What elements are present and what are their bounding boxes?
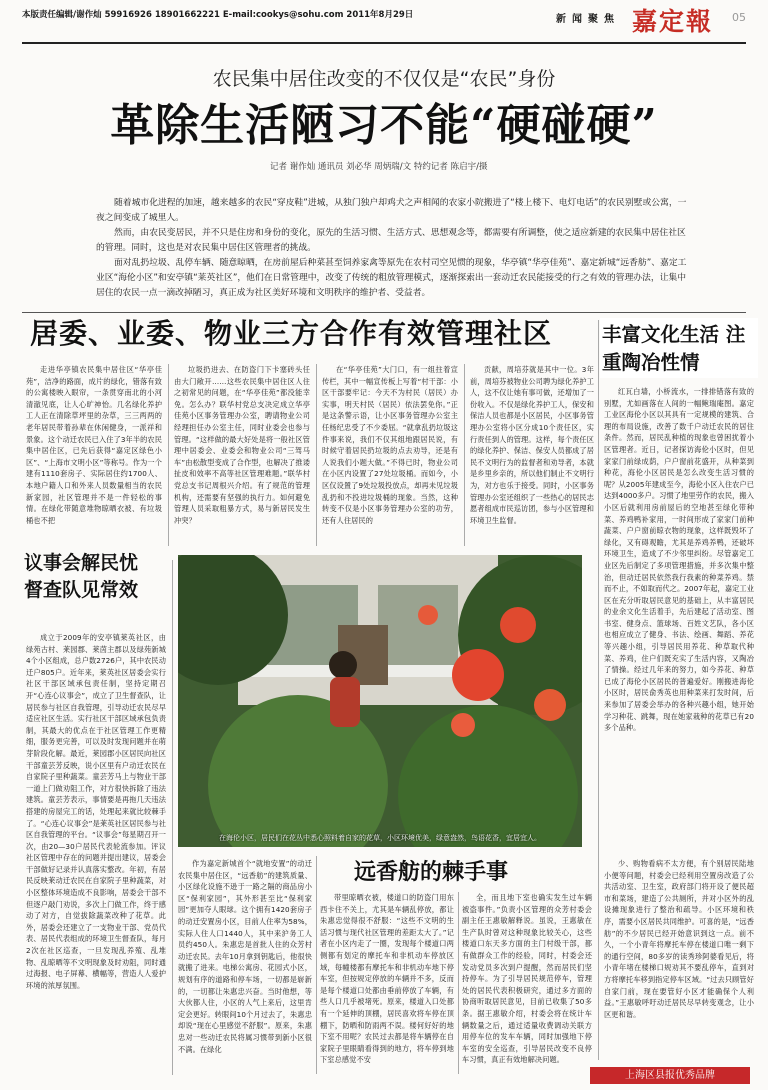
article-column xyxy=(470,364,594,544)
header-info: 本版责任编辑/谢作灿 59916926 18901662221 E-mail:cookys@sohu.com 2011年8月29日 xyxy=(22,10,414,20)
section-heading-culture: 丰富文化生活 注重陶冶性情 xyxy=(602,323,746,374)
column-divider xyxy=(464,364,465,546)
byline: 记者 谢作灿 通讯员 刘必华 周炳瑞/文 特约记者 陈启宇/摄 xyxy=(270,162,488,172)
article-column xyxy=(26,632,166,1074)
article-column xyxy=(320,892,454,1074)
section-heading-cooperation: 居委、业委、物业三方合作有效管理社区 xyxy=(30,317,553,350)
column-divider xyxy=(316,856,317,1074)
article-column xyxy=(174,364,310,544)
article-column xyxy=(178,858,312,1074)
column-text: 走进华亭镇农民集中居住区“华亭佳苑”，洁净的路面，成片的绿化，错落有致的公寓楼映入眼帘，一条贯穿南北的小河清澈见底，让人心旷神怡。几名绿化养护工人正在清除草坪里的杂草，三三两两的老年居民带着孙辈在休闲健身，一派祥和景象。这个动迁农民已入住了3年半的农民集中居住区，已先后获得“嘉定区绿色小区”、“上海市文明小区”等称号。作为一个建有1110套房子、实际居住约1700人、本地户籍人口和外来人员数量相当的农民新家园，社区管理并不是一件轻松的事情。在绿化带随意堆物晾晒衣被、有垃圾桶也不把 xyxy=(26,365,162,525)
main-headline: 革除生活陋习不能“硬碰硬” xyxy=(110,100,658,151)
column-text: 成立于2009年的安亭镇莱英社区，由绿苑古村、莱园郡、莱茵主郡以及绿苑新城4个小区组成，总户数2726户，其中农民动迁户805户。近年来，莱英社区居委会实行社区干部区域承包责任制，坚持定期召开“心连心议事会”，成立了卫生督查队，让居民参与社区自我管理，引导动迁农民尽早适应社区生活。实行社区干部区域承包负责制，其最大的优点在于社区管理工作更精细，服务更完善，可以及时发现问题并在萌芽阶段化解。最近，莱园郡小区居民向社区干部童芸芳反映，说小区里有户动迁农民在自家院子里种蔬菜。童芸芳马上与物业干部一道上门做劝阻工作，对方很快拆除了违法建筑。童芸芳表示，事情要是再拖几天违法搭建的房屋完工的话，处理起来就比较棘手了。“心连心议事会”是莱英社区居民参与社区自我管理的平台。“议事会”每星期召开一次，由20—30户居民代表轮流参加。评议社区管理中存在的问题并提出建议，居委会干部做好记录并认真落实整改。年初，有居民反映莱动迁农民在自家院子里种蔬菜，对小区整体环境造成不良影响，居委会干部不但逐户敲门劝说，多次上门做工作，终于感动了对方，自觉拔除蔬菜改种了花草。此外，居委会还建立了一支物业干部、党员代表、居民代表组成的环境卫生督查队，每月2次在社区巡查，一旦发现乱养殖、乱堆物、乱晾晒等不文明现象及时劝阻，同时通过海报、电子屏幕、横幅等，营造人人爱护环境的浓厚氛围。 xyxy=(26,633,166,990)
column-divider xyxy=(598,320,599,1060)
section-heading-yuanxiangfang: 远香舫的棘手事 xyxy=(354,860,509,885)
column-text: 全，而且地下室也确实发生过车辆被盗事件。”负责小区管理的众芳村委会副主任王惠敏解释说。虽说，王惠敏在生产队时曾对这种现象比较关心，这些楼道口东天多方面的主门村级干部，都有做群众工作的经验，同时，村委会还发动党员多次到户提醒，然而居民们坚持停车。为了引导居民规范停车，管理处的居民代表积极研究，通过多方面的协商听取居民意见，目前已收集了50多条。据王惠敏介绍，村委会将在统计车辆数量之后，通过适量收费调动关联方用停车位的发车车辆，同时加强地下停车室的安全巡查，引导居民改变不良停车习惯，真正有效地解决问题。 xyxy=(462,893,592,1065)
column-text: 红瓦白墙，小桥流水，一排排错落有致的别墅，尤如画落在人间的一幅鲍瑞庵图。嘉定工业区海伦小区以其具有一定规模的建筑、合理的布局设施，改善了数千户动迁农民的居住条件。然而，居民乱种植的现象也曾困扰着小区管理者。近日，记者探访海伦小区时，但见家家门前绿成荫，户户窗前花盛开，从种菜到种花，海伦小区居民是怎么改变生活习惯的呢？从2005年建成至今，海伦小区入住农户已达到4000多户。习惯了地里劳作的农民，搬入小区后就利用房前屋后的空地甚至绿化带种菜、养鸡鸭补家用，一时间形成了家家门前种蔬菜、户户窗前晾衣物的现象，这样既毁坏了绿化，又有碍观瞻，尤其是养鸡养鸭，还破坏环境卫生，造成了不少邻里纠纷。尽管嘉定工业区先后制定了多项管理措施，并多次集中整治，但动迁居民依然我行我素的种菜养鸡。禁而不止，不如取而代之。2007年起，嘉定工业区在充分听取居民意见的基础上，从丰富居民的业余文化生活着手，先后建起了活动室、图书室、健身点、篮球场、百姓文艺队，各小区也相应成立了健身、书法、绘画、舞蹈、养花等兴趣小组，引导居民用养花、种草取代种菜、养鸡，住户们既充实了生活内容，又陶冶了情操。经过几年来的努力，如今养花、种草已成了海伦小区居民的普遍爱好。刚搬进海伦小区时，居民俞秀英也用种菜来打发时间，后来参加了居委会举办的各种兴趣小组，她开始学习种花、跳舞，现在她家栽种的花草已有20多个品种。 xyxy=(604,387,754,733)
column-text: 带里晾晒衣被，楼道口的防盗门用东西卡住不关上，尤其是车辆乱停放，都让朱惠忠觉得很不舒服：“这些不文明的生活习惯与现代社区管理的差距太大了。”记者在小区内走了一圈，发现每个楼道口两侧都有划定的摩托车和非机动车停放区域，每幢楼都有摩托车和非机动车地下停车室，但按规定停放的车辆并不多，反而是每个楼道口处都由垂前停放了车辆，有些人口几乎被堵死。原来，楼道入口处都有一个延伸的顶棚，居民喜欢将车停在顶棚下，防晒和防雨两不误。楼何好好的地下室不用呢？农民过去都是将车辆停在自家院子里眼睛看得到的地方，将车停到地下室总感觉不安 xyxy=(320,893,454,1065)
page-number: 05 xyxy=(732,11,746,24)
intro-paragraph: 随着城市化进程的加速，越来越多的农民“穿皮鞋”进城，从独门独户却鸡犬之声相闻的农家小院搬进了“楼上楼下、电灯电话”的农民别墅或公寓，一夜之间变成了城里人。 xyxy=(96,198,687,223)
column-text: 垃圾扔进去、在防盗门下卡塞砖头任由大门敞开……这些农民集中居住区人住之初常见的问题，在“华亭佳苑”都没能幸免。怎么办？联华村党总支决定成立华亭佳苑小区事务管理办公室，聘请物业公司经理担任办公室主任，同时业委会也参与管理。“这样做的最大好处是将一般社区管理中居委会、业委会和物业公司“三驾马车”由松散型变成了合作型，也解决了推诿扯皮和效率不高等社区管理难题。”联华村党总支书记周根兴介绍。有了规范的管理机构，还需要有坚强的执行力。如何避免管理人员采取粗暴方式，易与新居民发生冲突？ xyxy=(174,365,310,525)
column-divider xyxy=(316,364,317,546)
column-text: 在“华亭佳苑”大门口，有一组拄着宣传栏，其中一幅宣传板上写着“村干部：小区干部要牢记：今天不为村民（居民）办实事，明天村民（居民）依法罢免你。”正是这条警示语，让小区事务管理办公室主任杨纪忠受了不少委屈。“就拿乱扔垃圾这件事来说，我们不仅其组地跟居民说，有时候守着居民扔垃圾的点去劝导，还是有人说我们小题大做。”不得已时，物业公司在小区内设置了27处垃圾桶。而如今，小区仅设置了9处垃圾投放点，却再未见垃圾乱扔和不投进垃圾桶的现象。当然，这种转变不仅是小区事务管理办公室的功劳，还有人住居民的 xyxy=(322,365,458,525)
article-column xyxy=(26,364,162,544)
intro-lead xyxy=(96,196,688,301)
photo-caption: 在海伦小区，居民们在花丛中悉心照料着自家的花草，小区环境优美，绿意盎然，鸟语花香，宜居宜人。 xyxy=(219,834,541,842)
article-column xyxy=(322,364,458,544)
header-divider xyxy=(22,42,746,44)
column-divider xyxy=(172,560,173,1075)
article-column xyxy=(604,858,754,1064)
sub-headline: 农民集中居住改变的不仅仅是“农民”身份 xyxy=(212,68,556,90)
article-photo xyxy=(178,555,582,847)
intro-paragraph: 面对乱扔垃圾、乱停车辆、随意晾晒，在房前屋后种菜甚至饲养家禽等原先在农村司空见惯的现象，华亭镇“华亭佳苑”、嘉定新城“远香舫”、嘉定工业区“海伦小区”和安亭镇“莱英社区”，他们在日常管理中，改变了传统的粗放管理模式，逐渐探索出一套动迁农民能接受的行之有效的管理办法，让集中居住的农民一点一滴改掉陋习，真正成为社区美好环境和文明秩序的维护者、受益者。 xyxy=(96,258,687,298)
intro-paragraph: 然而，由农民变居民，并不只是住房和身份的变化，原先的生活习惯、生活方式、思想观念等，都需要有所调整，使之适应新建的农民集中居住社区的管理。同时，这也是对农民集中居住区管理者的挑战。 xyxy=(96,228,686,253)
article-column xyxy=(604,386,754,848)
article-column xyxy=(462,892,592,1074)
newspaper-logo: 嘉定報 xyxy=(632,7,714,36)
column-divider xyxy=(458,892,459,1074)
column-text: 作为嘉定新城首个“就地安置”的动迁农民集中居住区，“远香舫”的建筑质量、小区绿化设施不逊于一路之隔的商品房小区“保利家园”，其外形甚至比“保利家园”更加夺人眼球。这个拥有1420套房子的动迁安置房小区，目前人住率为58%，实际人住人口1440人，其中来沪务工人员约450人。朱惠忠是首批人住的众芳村动迁农民。去年10月拿到钥匙后，他很快就搬了进来。电梯公寓房、花园式小区，规划有序的道路和停车场，一切都是崭新的，一切都让朱惠忠兴奋。当时他想，等大伙都人住，小区的人气上来后，这里肯定会更好。转眼间10个月过去了，朱惠忠却说“现在心里感觉不舒服”。原来，朱惠忠对一些动迁农民将属习惯带到新小区很不满。在绿化 xyxy=(178,859,312,1054)
column-divider xyxy=(168,364,169,546)
column-text: 贡献，周培芬就是其中一位。3年前，周培芬被物业公司聘为绿化养护工人，这不仅让她有事可做，还增加了一份收入。不仅是绿化养护工人，保安和保洁人员也都是小区居民，小区事务管理办公室将小区分成10个责任区，实行责任到人的管理。这样，每个责任区的绿化养护、保洁、保安人员都成了居民不文明行为的监督者和劝导者，本就是乡里乡亲的，所以他们制止不文明行为，对方也乐于接受。同时，小区事务管理办公室还组织了一些热心的居民志愿者组成市民巡访团，参与小区管理和环境卫生监督。 xyxy=(470,365,594,525)
photo-illustration xyxy=(178,555,582,847)
column-text: 少、购物看病不太方便，有个别居民陆地小便等问题，村委会已经利用空置房改造了公共活动室、卫生室，政府部门将开设了便民超市和菜场，建造了公共厕所，并对小区外的乱设摊现象进行了整治和疏导。小区环境和秩序，需要小区居民共同维护。可喜的是，“远香舫”的不少居民已经开始意识到这一点。前不久，一个小青年将摩托车停在楼道口唯一剩下的通行空间，80多岁的读秀珍阿婆看见后，将小青年堵在楼梯口规劝其不要乱停车，直到对方将摩托车移到指定停车区域。“过去只顾管好自家门前，现在要管好小区才能确保个人利益。”王惠敏呼吁动迁居民尽早转变观念，让小区更和谐。 xyxy=(604,859,754,1019)
section-name: 新闻聚焦 xyxy=(556,14,620,25)
footer-brand-bar: 上海区县报优秀品牌 xyxy=(590,1067,750,1084)
section-heading-council: 议事会解民忧 督查队见常效 xyxy=(24,552,139,601)
